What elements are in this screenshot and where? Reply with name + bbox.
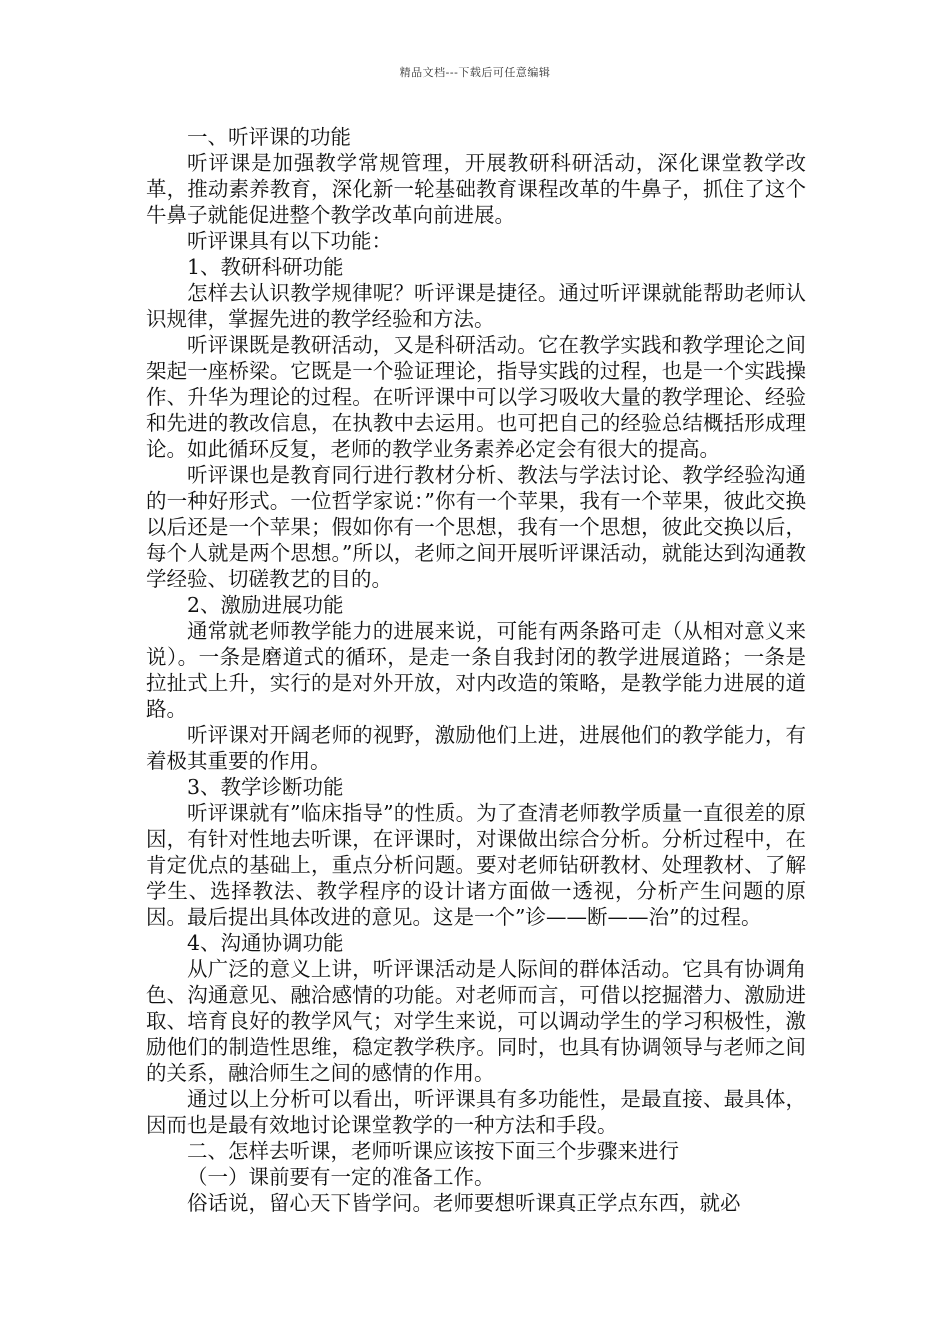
document-body (146, 124, 806, 1216)
body-paragraph: 俗话说，留心天下皆学问。老师要想听课真正学点东西，就必 (187, 1191, 741, 1215)
body-paragraph: 从广泛的意义上讲，听评课活动是人际间的群体活动。它具有协调角色、沟通意见、融洽感情的功能。对老师而言，可借以挖掘潜力、激励进取、培育良好的教学风气；对学生来说，可以调动学生的学习积极性，激励他们的制造性思维，稳定教学秩序。同时，也具有协调领导与老师之间的关系，融洽师生之间的感情的作用。 (146, 957, 806, 1085)
subheading-motivation-function: 2、激励进展功能 (187, 593, 344, 617)
subheading-research-function: 1、教研科研功能 (187, 255, 344, 279)
subheading-diagnosis-function: 3、教学诊断功能 (187, 775, 344, 799)
section-heading-functions: 一、听评课的功能 (187, 125, 351, 149)
body-paragraph: 听评课具有以下功能： (187, 229, 392, 253)
page-header-note: 精品文档---下载后可任意编辑 (399, 66, 551, 79)
section-heading-how-to-listen: 二、怎样去听课，老师听课应该按下面三个步骤来进行 (187, 1139, 679, 1163)
body-paragraph: 通过以上分析可以看出，听评课具有多功能性，是最直接、最具体，因而也是最有效地讨论课堂教学的一种方法和手段。 (146, 1087, 806, 1137)
subheading-coordination-function: 4、沟通协调功能 (187, 931, 344, 955)
body-paragraph: 听评课对开阔老师的视野，激励他们上进，进展他们的教学能力，有着极其重要的作用。 (146, 723, 806, 773)
body-paragraph: 听评课就有”临床指导”的性质。为了查清老师教学质量一直很差的原因，有针对性地去听课，在评课时，对课做出综合分析。分析过程中，在肯定优点的基础上，重点分析问题。要对老师钻研教材、处理教材、了解学生、选择教法、教学程序的设计诸方面做一透视，分析产生问题的原因。最后提出具体改进的意见。这是一个”诊——断——治”的过程。 (146, 801, 806, 929)
body-paragraph: 听评课既是教研活动，又是科研活动。它在教学实践和教学理论之间架起一座桥梁。它既是一个验证理论，指导实践的过程，也是一个实践操作、升华为理论的过程。在听评课中可以学习吸收大量的教学理论、经验和先进的教改信息，在执教中去运用。也可把自己的经验总结概括形成理论。如此循环反复，老师的教学业务素养必定会有很大的提高。 (146, 333, 806, 461)
subheading-preparation: （一）课前要有一定的准备工作。 (187, 1165, 495, 1189)
body-paragraph: 听评课是加强教学常规管理，开展教研科研活动，深化课堂教学改革，推动素养教育，深化新一轮基础教育课程改革的牛鼻子，抓住了这个牛鼻子就能促进整个教学改革向前进展。 (146, 151, 806, 227)
body-paragraph: 通常就老师教学能力的进展来说，可能有两条路可走（从相对意义来说）。一条是磨道式的循环，是走一条自我封闭的教学进展道路；一条是拉扯式上升，实行的是对外开放，对内改造的策略，是教学能力进展的道路。 (146, 619, 806, 721)
body-paragraph: 听评课也是教育同行进行教材分析、教法与学法讨论、教学经验沟通的一种好形式。一位哲学家说：”你有一个苹果，我有一个苹果，彼此交换以后还是一个苹果；假如你有一个思想，我有一个思想，彼此交换以后，每个人就是两个思想。”所以，老师之间开展听评课活动，就能达到沟通教学经验、切磋教艺的目的。 (146, 463, 806, 591)
body-paragraph: 怎样去认识教学规律呢？听评课是捷径。通过听评课就能帮助老师认识规律，掌握先进的教学经验和方法。 (146, 281, 806, 331)
